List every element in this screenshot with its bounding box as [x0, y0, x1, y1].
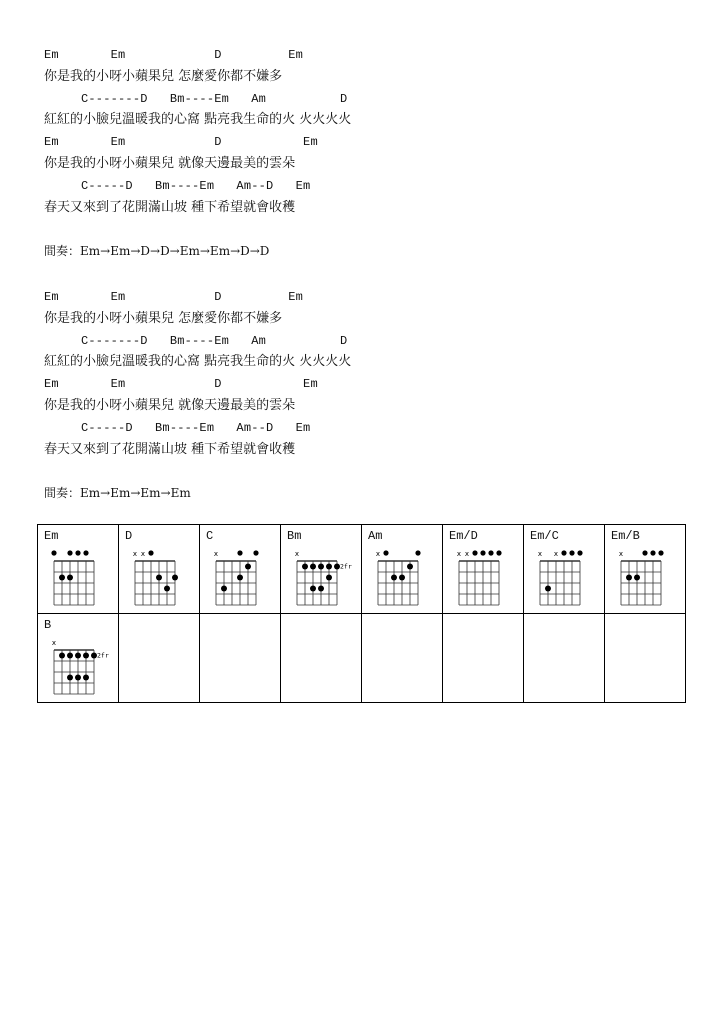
- lyric-line: 紅紅的小臉兒溫暖我的心窩 點亮我生命的火 火火火火: [44, 112, 352, 128]
- chord-name: B: [44, 618, 52, 632]
- chord-name: Em/B: [611, 529, 640, 543]
- chord-diagram: [362, 525, 442, 613]
- finger-dot: [237, 575, 243, 581]
- chord-name: Em/D: [449, 529, 478, 543]
- open-string-dot: [383, 550, 388, 555]
- finger-dot: [75, 653, 81, 659]
- finger-dot: [326, 564, 332, 570]
- chord-name: C: [206, 529, 214, 543]
- finger-dot: [318, 586, 324, 592]
- chord-line: Em Em D Em: [44, 377, 318, 392]
- chord-name: Am: [368, 529, 383, 543]
- finger-dot: [83, 653, 89, 659]
- open-string-dot: [75, 550, 80, 555]
- chord-cell: [200, 525, 281, 614]
- open-string-dot: [415, 550, 420, 555]
- muted-string-mark: x: [537, 550, 543, 558]
- chord-name: Bm: [287, 529, 302, 543]
- finger-dot: [302, 564, 308, 570]
- chord-name: D: [125, 529, 133, 543]
- finger-dot: [59, 575, 65, 581]
- empty-chord-cell: [524, 614, 605, 703]
- finger-dot: [326, 575, 332, 581]
- muted-string-mark: x: [213, 550, 219, 558]
- muted-string-mark: x: [553, 550, 559, 558]
- finger-dot: [221, 586, 227, 592]
- chord-line: C-------D Bm----Em Am D: [44, 91, 348, 106]
- chord-diagram: [119, 525, 199, 613]
- lyric-line: 你是我的小呀小蘋果兒 怎麼愛你都不嫌多: [44, 68, 283, 84]
- lyric-line: 你是我的小呀小蘋果兒 怎麼愛你都不嫌多: [44, 310, 283, 326]
- interlude-line: 間奏：Em→Em→Em→Em: [44, 486, 191, 501]
- muted-string-mark: x: [132, 550, 138, 558]
- open-string-dot: [642, 550, 647, 555]
- open-string-dot: [237, 550, 242, 555]
- lyric-line: 你是我的小呀小蘋果兒 就像天邊最美的雲朵: [44, 156, 296, 171]
- open-string-dot: [658, 550, 663, 555]
- open-string-dot: [253, 550, 258, 555]
- finger-dot: [59, 653, 65, 659]
- finger-dot: [164, 586, 170, 592]
- lyric-line: 你是我的小呀小蘋果兒 就像天邊最美的雲朵: [44, 398, 296, 413]
- finger-dot: [634, 575, 640, 581]
- muted-string-mark: x: [456, 550, 462, 558]
- chord-cell: [38, 614, 119, 703]
- open-string-dot: [569, 550, 574, 555]
- finger-dot: [67, 675, 73, 681]
- empty-chord-cell: [119, 614, 200, 703]
- open-string-dot: [577, 550, 582, 555]
- interlude-line: 間奏：Em→Em→D→D→Em→Em→D→D: [44, 244, 270, 259]
- empty-chord-cell: [200, 614, 281, 703]
- chord-cell: [605, 525, 686, 614]
- chord-cell: [524, 525, 605, 614]
- chord-line: Em Em D Em: [44, 290, 304, 304]
- chord-diagram: [200, 525, 280, 613]
- open-string-dot: [148, 550, 153, 555]
- finger-dot: [310, 586, 316, 592]
- open-string-dot: [488, 550, 493, 555]
- chord-line: C-----D Bm----Em Am--D Em: [44, 178, 311, 193]
- finger-dot: [545, 586, 551, 592]
- finger-dot: [407, 564, 413, 570]
- finger-dot: [391, 575, 397, 581]
- open-string-dot: [561, 550, 566, 555]
- open-string-dot: [472, 550, 477, 555]
- muted-string-mark: x: [618, 550, 624, 558]
- muted-string-mark: x: [51, 639, 57, 647]
- chord-diagram: [605, 525, 685, 613]
- finger-dot: [172, 575, 178, 581]
- finger-dot: [310, 564, 316, 570]
- open-string-dot: [650, 550, 655, 555]
- lyric-line: 春天又來到了花開滿山坡 種下希望就會收穫: [44, 199, 296, 215]
- chord-line: Em Em D Em: [44, 135, 318, 150]
- finger-dot: [318, 564, 324, 570]
- fret-position-label: 2fr: [340, 562, 352, 571]
- chord-cell: [38, 525, 119, 614]
- lyric-line: 紅紅的小臉兒溫暖我的心窩 點亮我生命的火 火火火火: [44, 354, 352, 370]
- fret-position-label: 2fr: [97, 651, 109, 660]
- finger-dot: [67, 653, 73, 659]
- finger-dot: [626, 575, 632, 581]
- open-string-dot: [83, 550, 88, 555]
- chord-line: Em Em D Em: [44, 48, 304, 62]
- finger-dot: [245, 564, 251, 570]
- chord-diagram: [38, 525, 118, 613]
- chord-cell: [119, 525, 200, 614]
- muted-string-mark: x: [464, 550, 470, 558]
- chord-cell: [362, 525, 443, 614]
- empty-chord-cell: [281, 614, 362, 703]
- finger-dot: [75, 675, 81, 681]
- chord-diagram: [38, 614, 118, 702]
- finger-dot: [156, 575, 162, 581]
- finger-dot: [399, 575, 405, 581]
- muted-string-mark: x: [375, 550, 381, 558]
- open-string-dot: [67, 550, 72, 555]
- chord-name: Em: [44, 529, 59, 543]
- chord-cell: [443, 525, 524, 614]
- chord-diagram: [443, 525, 523, 613]
- finger-dot: [67, 575, 73, 581]
- chord-name: Em/C: [530, 529, 559, 543]
- open-string-dot: [51, 550, 56, 555]
- open-string-dot: [480, 550, 485, 555]
- chord-line: C-----D Bm----Em Am--D Em: [44, 420, 311, 435]
- chord-cell: [281, 525, 362, 614]
- open-string-dot: [496, 550, 501, 555]
- muted-string-mark: x: [140, 550, 146, 558]
- empty-chord-cell: [605, 614, 686, 703]
- empty-chord-cell: [443, 614, 524, 703]
- lyric-line: 春天又來到了花開滿山坡 種下希望就會收穫: [44, 441, 296, 457]
- chord-diagram: [281, 525, 361, 613]
- chord-diagram-table: [37, 524, 686, 703]
- chord-diagram: [524, 525, 604, 613]
- empty-chord-cell: [362, 614, 443, 703]
- finger-dot: [83, 675, 89, 681]
- muted-string-mark: x: [294, 550, 300, 558]
- chord-line: C-------D Bm----Em Am D: [44, 333, 348, 348]
